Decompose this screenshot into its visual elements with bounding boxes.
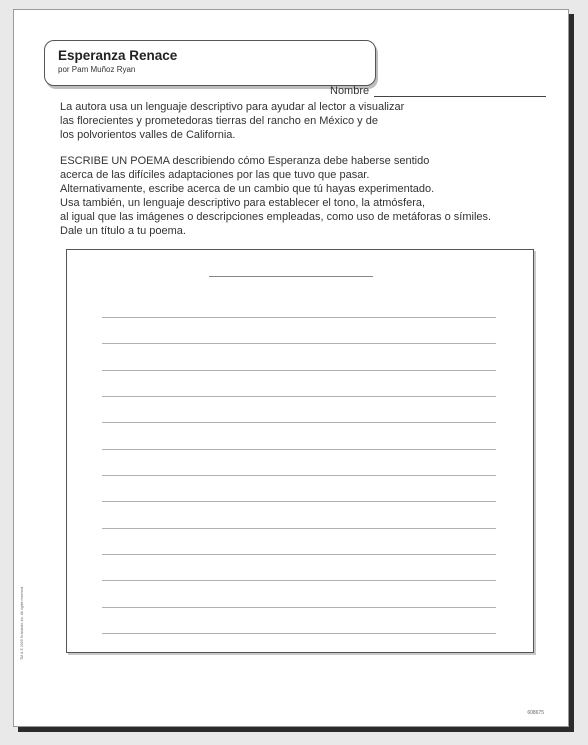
instruction-line: Usa también, un lenguaje descriptivo para establecer el tono, la atmósfera, — [60, 197, 426, 209]
writing-line[interactable] — [102, 317, 496, 318]
writing-line[interactable] — [102, 343, 496, 344]
writing-line[interactable] — [102, 501, 496, 502]
writing-line[interactable] — [102, 554, 496, 555]
intro-line: las florecientes y prometedoras tierras del rancho en México y de — [60, 115, 378, 127]
name-field[interactable] — [330, 85, 546, 99]
writing-line[interactable] — [102, 370, 496, 371]
writing-line[interactable] — [102, 475, 496, 476]
writing-line[interactable] — [102, 528, 496, 529]
worksheet-author: por Pam Muñoz Ryan — [58, 65, 136, 74]
product-code: 608675 — [527, 710, 544, 716]
writing-line[interactable] — [102, 449, 496, 450]
name-input-line[interactable] — [374, 96, 546, 97]
title-box — [44, 40, 376, 86]
poem-title-line[interactable] — [209, 276, 373, 277]
instruction-line: Alternativamente, escribe acerca de un cambio que tú hayas experimentado. — [60, 183, 435, 195]
intro-line: La autora usa un lenguaje descriptivo para ayudar al lector a visualizar — [60, 101, 405, 113]
writing-line[interactable] — [102, 633, 496, 634]
intro-paragraph — [60, 100, 560, 142]
instructions-paragraph — [60, 154, 560, 238]
worksheet-page — [13, 9, 569, 727]
writing-line[interactable] — [102, 422, 496, 423]
writing-line[interactable] — [102, 580, 496, 581]
worksheet-title: Esperanza Renace — [58, 48, 178, 63]
writing-line[interactable] — [102, 396, 496, 397]
intro-line: los polvorientos valles de California. — [60, 129, 236, 141]
name-label: Nombre — [330, 85, 370, 97]
instruction-line: ESCRIBE UN POEMA describiendo cómo Esperanza debe haberse sentido — [60, 155, 430, 167]
instruction-line: Dale un título a tu poema. — [60, 225, 186, 237]
instruction-line: al igual que las imágenes o descripciones empleadas, como uso de metáforas o símiles. — [60, 211, 492, 223]
poem-writing-box — [66, 249, 534, 653]
copyright-notice: TM & © 2009 Scholastic Inc. All rights reserved. — [20, 586, 24, 660]
writing-line[interactable] — [102, 607, 496, 608]
instruction-line: acerca de las difíciles adaptaciones por las que tuvo que pasar. — [60, 169, 370, 181]
